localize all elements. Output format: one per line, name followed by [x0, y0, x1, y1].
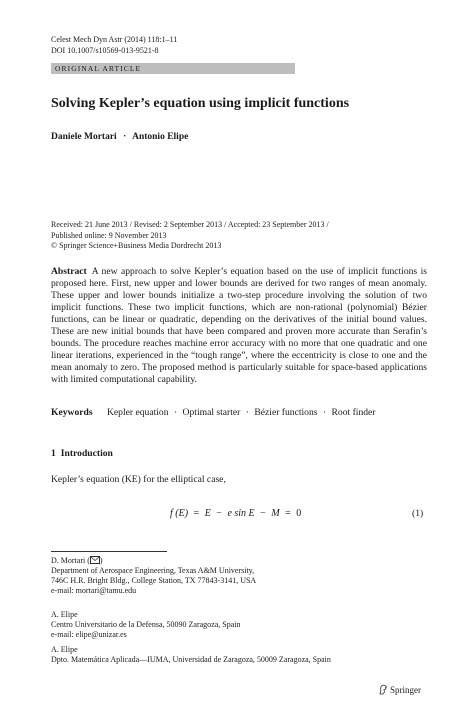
equation-operator: =	[285, 508, 291, 519]
equation-operator: −	[260, 508, 266, 519]
author-separator: ·	[123, 132, 127, 142]
equation-term: M	[271, 508, 280, 519]
author-name-end: )	[99, 556, 103, 565]
article-type: ORIGINAL ARTICLE	[55, 64, 142, 73]
keyword-separator: ·	[322, 407, 327, 418]
author-list	[51, 132, 188, 142]
equation-term: sin E	[234, 508, 255, 519]
equation-term: E	[204, 508, 211, 519]
affiliation-elipe-2	[51, 645, 331, 665]
keyword: Root finder	[331, 407, 376, 418]
keywords-label: Keywords	[51, 407, 93, 418]
section-number: 1	[51, 448, 56, 459]
doi: DOI 10.1007/s10569-013-9521-8	[51, 46, 159, 55]
affiliation-name: A. Elipe	[51, 610, 78, 619]
journal-citation: Celest Mech Dyn Astr (2014) 118:1–11	[51, 35, 178, 44]
journal-header	[51, 34, 177, 56]
author-name: Daniele Mortari	[51, 132, 117, 142]
keyword-separator: ·	[173, 407, 178, 418]
abstract-text: A new approach to solve Kepler’s equation based on the use of implicit functions is proposed here. First, new upper and lower bounds are derived for two ranges of mean anomaly. These upper and lower bounds initialize a two-step procedure involving the solution of two implicit functions. These two implicit functions, which are non-rational (polynomial) Bézier functions, can be linear or quadratic, depending on the derivatives of the initial bound values. These are new initial bounds that have been compared and proven more accurate than Serafin’s bounds. The procedure reaches machine error accuracy with no more that one quadratic and one linear iterations, experienced in the “tough range”, where the eccentricity is close to one and the mean anomaly to zero. The proposed method is particularly suitable for space-based applications with limited computational capability.	[51, 266, 427, 385]
equation-term: e	[227, 508, 232, 519]
affiliation-mortari	[51, 556, 256, 596]
springer-horse-icon	[378, 684, 388, 695]
equation-operator: −	[216, 508, 222, 519]
affiliation-line: Dpto. Matemática Aplicada—IUMA, Universidad de Zaragoza, 50009 Zaragoza, Spain	[51, 655, 331, 664]
publication-dates	[51, 220, 431, 252]
envelope-icon	[90, 556, 100, 564]
affiliation-line: Department of Aerospace Engineering, Texas A&M University,	[51, 566, 255, 575]
dates-line: Published online: 9 November 2013	[51, 230, 167, 240]
author-name: Antonio Elipe	[132, 132, 189, 142]
keyword: Optimal starter	[182, 407, 241, 418]
affiliation-line: Centro Universitario de la Defensa, 50090 Zaragoza, Spain	[51, 620, 241, 629]
publisher-logo	[378, 684, 421, 695]
affiliation-name: A. Elipe	[51, 645, 78, 654]
equation-operator: =	[193, 508, 200, 519]
keyword-separator: ·	[245, 407, 249, 418]
equation-number: (1)	[412, 508, 424, 519]
keyword: Bézier functions	[254, 407, 318, 418]
affiliation-elipe-1	[51, 610, 241, 640]
copyright-line: © Springer Science+Business Media Dordrecht 2013	[51, 241, 222, 250]
affiliation-line: 746C H.R. Bright Bldg., College Station, TX 77843-3141, USA	[51, 576, 257, 585]
intro-paragraph: Kepler’s equation (KE) for the elliptical case,	[51, 474, 226, 485]
author-name: D. Mortari (	[51, 556, 90, 565]
email-line: e-mail: mortari@tamu.edu	[51, 586, 137, 595]
abstract	[51, 266, 427, 386]
publisher-name: Springer	[390, 685, 421, 695]
footnote-rule	[51, 551, 167, 552]
affiliation-name	[51, 556, 256, 566]
dates-line: Received: 21 June 2013 / Revised: 2 September 2013 / Accepted: 23 September 2013 /	[51, 220, 329, 229]
equation-term: 0	[296, 508, 302, 519]
abstract-label: Abstract	[51, 266, 87, 277]
email-line: e-mail: elipe@unizar.es	[51, 630, 127, 639]
equation-term: f (E)	[170, 508, 189, 519]
keywords	[51, 407, 376, 418]
keyword: Kepler equation	[106, 407, 169, 418]
equation	[170, 508, 301, 519]
section-heading	[51, 448, 113, 459]
paper-title: Solving Kepler’s equation using implicit functions	[51, 96, 350, 111]
section-title: Introduction	[60, 448, 113, 459]
